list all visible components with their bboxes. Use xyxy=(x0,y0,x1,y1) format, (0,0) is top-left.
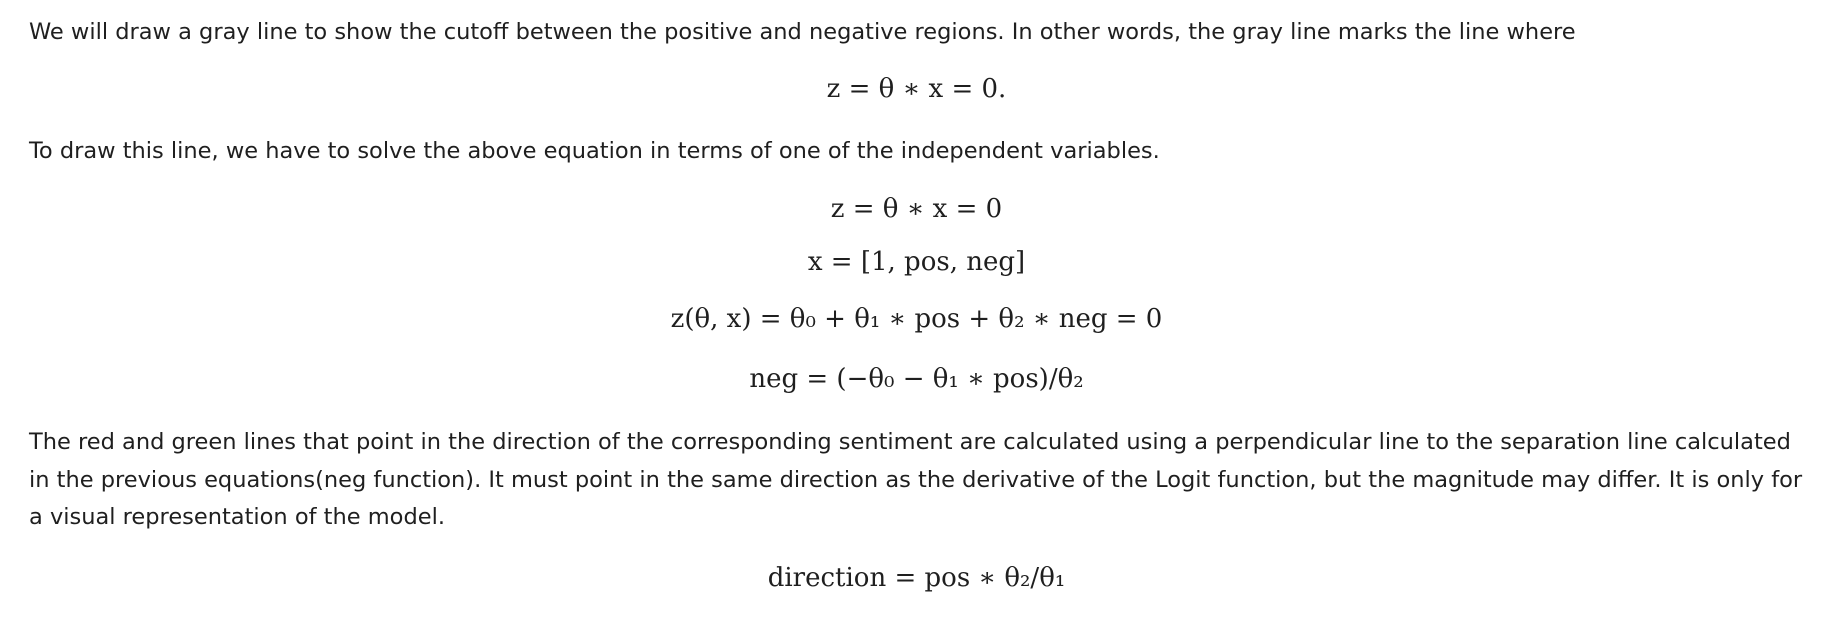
equation-text: x = [1, pos, neg] xyxy=(807,247,1026,277)
equation-neg-solved xyxy=(0,362,1833,396)
equation-text: z = θ ∗ x = 0 xyxy=(830,194,1003,224)
paragraph-solve-intro: To draw this line, we have to solve the above equation in terms of one of the independent variables. xyxy=(29,138,1160,164)
equation-text: direction = pos ∗ θ₂/θ₁ xyxy=(767,563,1066,593)
equation-x-vector xyxy=(0,245,1833,279)
equation-cutoff xyxy=(0,72,1833,106)
paragraph-direction-explanation: The red and green lines that point in the direction of the corresponding sentiment are calculated using a perpendicular line to the separation line calculated in the previous equations(neg function). It must point in the same direction as the derivative of the Logit function, but the magnitude may differ. It is only for a visual representation of the model. xyxy=(29,429,1803,530)
equation-z-zero xyxy=(0,192,1833,226)
equation-direction xyxy=(0,561,1833,595)
equation-z-expanded xyxy=(0,302,1833,336)
equation-text: z = θ ∗ x = 0. xyxy=(826,74,1007,104)
equation-text: z(θ, x) = θ₀ + θ₁ ∗ pos + θ₂ ∗ neg = 0 xyxy=(670,304,1163,334)
paragraph-cutoff-intro: We will draw a gray line to show the cutoff between the positive and negative regions. In other words, the gray line marks the line where xyxy=(29,19,1576,45)
equation-text: neg = (−θ₀ − θ₁ ∗ pos)/θ₂ xyxy=(749,364,1084,394)
